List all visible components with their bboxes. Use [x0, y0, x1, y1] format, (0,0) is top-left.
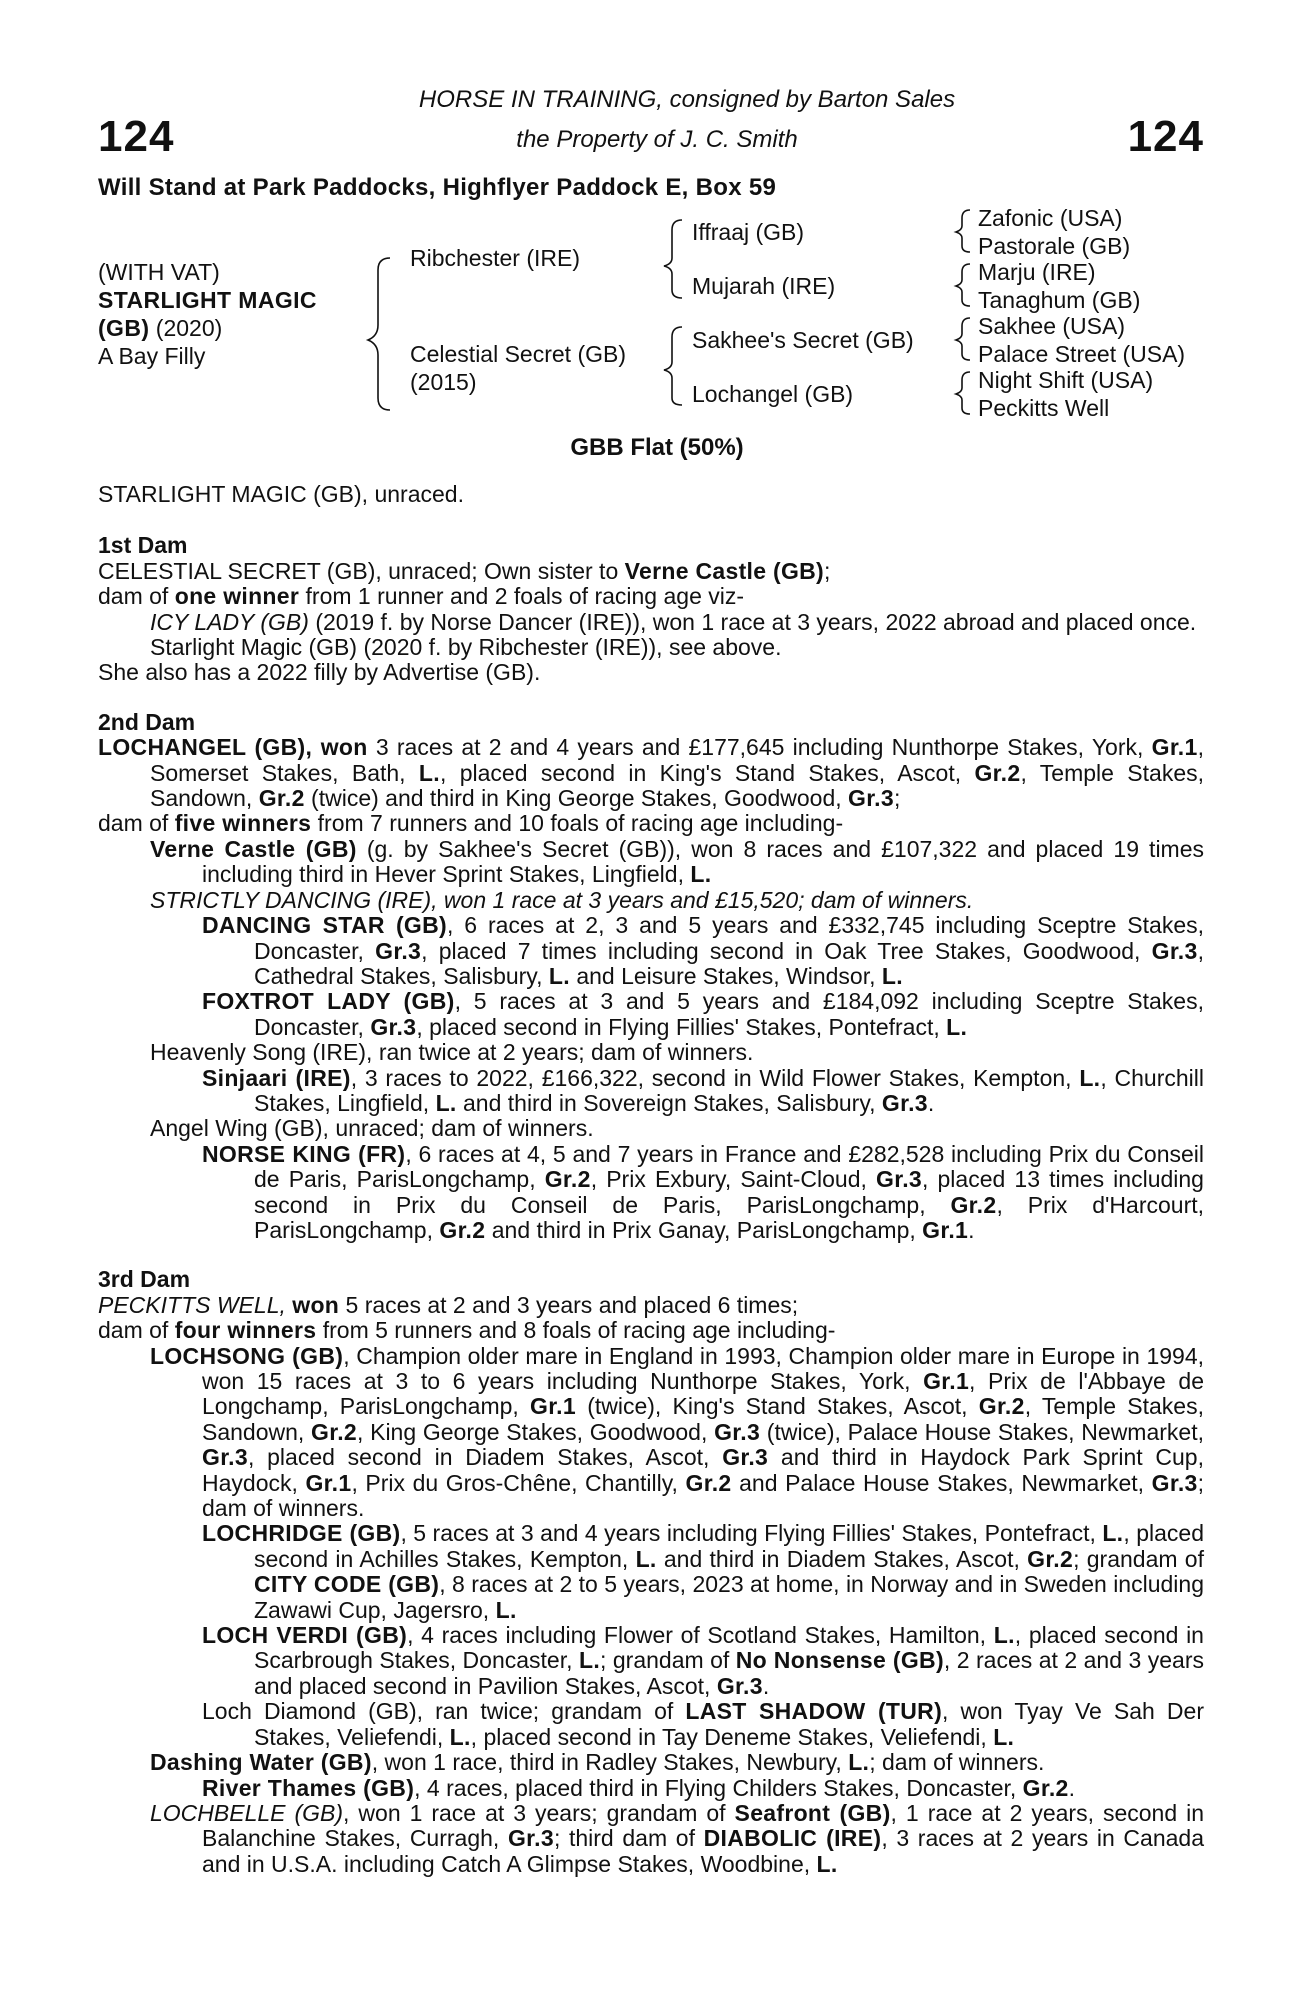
- grandparent-5: Sakhee (USA): [978, 313, 1126, 339]
- flat-rating: GBB Flat (50%): [570, 434, 744, 461]
- also-line: She also has a 2022 filly by Advertise (GB).: [98, 659, 541, 686]
- grandparent-4: Tanaghum (GB): [978, 287, 1141, 313]
- sinjaari-entry: Sinjaari (IRE), 3 races to 2022, £166,322, second in Wild Flower Stakes, Kempton, L., Churchill Stakes, Lingfield, L. and third in Sovereign Stakes, Salisbury, Gr.3.: [202, 1064, 1204, 1116]
- loch-verdi-entry: LOCH VERDI (GB), 4 races including Flower of Scotland Stakes, Hamilton, L., placed second in Scarbrough Stakes, Doncaster, L.; grandam of No Nonsense (GB), 2 races at 2 and 3 years and placed second in Pavilion Stakes, Ascot, Gr.3.: [202, 1622, 1204, 1699]
- stand-location: Will Stand at Park Paddocks, Highflyer Paddock E, Box 59: [98, 174, 777, 201]
- strictly-dancing-entry: STRICTLY DANCING (IRE), won 1 race at 3 years and £15,520; dam of winners.: [150, 886, 974, 913]
- intro-line: STARLIGHT MAGIC (GB), unraced.: [98, 481, 464, 507]
- owner-line: the Property of J. C. Smith: [516, 126, 798, 153]
- verne-castle-entry: Verne Castle (GB) (g. by Sakhee's Secret (GB)), won 8 races and £107,322 and placed 19 times including third in Hever Sprint Stakes, Lingfield, L.: [150, 835, 1205, 888]
- peckitts-well-entry: PECKITTS WELL, won 5 races at 2 and 3 years and placed 6 times;: [98, 1291, 799, 1318]
- sire-sire: Iffraaj (GB): [692, 219, 805, 245]
- horse-info: [98, 258, 317, 370]
- lot-number-right: 124: [1127, 112, 1204, 161]
- catalogue-body: [98, 482, 1204, 1877]
- dam-dam: Lochangel (GB): [692, 381, 854, 407]
- grandparent-1: Zafonic (USA): [978, 205, 1123, 231]
- loch-diamond-entry: Loch Diamond (GB), ran twice; grandam of LAST SHADOW (TUR), won Tyay Ve Sah Der Stakes, Veliefendi, L., placed second in Tay Deneme Stakes, Veliefendi, L.: [202, 1698, 1204, 1750]
- lot-number-left: 124: [98, 112, 175, 161]
- first-dam-line: CELESTIAL SECRET (GB), unraced; Own sister to Verne Castle (GB);: [98, 557, 831, 584]
- starlight-entry: Starlight Magic (GB) (2020 f. by Ribchester (IRE)), see above.: [150, 634, 782, 661]
- sire: Ribchester (IRE): [410, 245, 580, 271]
- first-dam-heading: 1st Dam: [98, 532, 188, 559]
- third-dam-produce: dam of four winners from 5 runners and 8 foals of racing age including-: [98, 1317, 836, 1344]
- third-dam-heading: 3rd Dam: [98, 1266, 191, 1293]
- dam: Celestial Secret (GB) (2015): [410, 341, 627, 395]
- lochangel-entry: LOCHANGEL (GB), won 3 races at 2 and 4 years and £177,645 including Nunthorpe Stakes, York, Gr.1, Somerset Stakes, Bath, L., placed second in King's Stand Stakes, Ascot, Gr.2, Temple Stakes, Sandown, Gr.2 (twice) and third in King George Stakes, Goodwood, Gr.3;: [98, 734, 1204, 812]
- icy-lady-entry: ICY LADY (GB) (2019 f. by Norse Dancer (IRE)), won 1 race at 3 years, 2022 abroad and placed once.: [150, 608, 1197, 635]
- lochridge-entry: LOCHRIDGE (GB), 5 races at 3 and 4 years including Flying Fillies' Stakes, Pontefract, L., placed second in Achilles Stakes, Kempton, L. and third in Diadem Stakes, Ascot, Gr.2; grandam of CITY CODE (GB), 8 races at 2 to 5 years, 2023 at home, in Norway and in Sweden including Zawawi Cup, Jagersro, L.: [202, 1520, 1204, 1623]
- grandparent-6: Palace Street (USA): [978, 341, 1186, 367]
- second-dam-produce: dam of five winners from 7 runners and 10 foals of racing age including-: [98, 810, 844, 837]
- grandparent-3: Marju (IRE): [978, 259, 1096, 285]
- dancing-star-entry: DANCING STAR (GB), 6 races at 2, 3 and 5 years and £332,745 including Sceptre Stakes, Doncaster, Gr.3, placed 7 times including second in Oak Tree Stakes, Goodwood, Gr.3, Cathedral Stakes, Salisbury, L. and Leisure Stakes, Windsor, L.: [202, 912, 1204, 989]
- grandparent-8: Peckitts Well: [978, 395, 1110, 421]
- grandparent-2: Pastorale (GB): [978, 233, 1131, 259]
- heavenly-song-entry: Heavenly Song (IRE), ran twice at 2 years; dam of winners.: [150, 1039, 754, 1066]
- second-dam-heading: 2nd Dam: [98, 708, 196, 735]
- horse-name: STARLIGHT MAGIC: [98, 287, 317, 313]
- river-thames-entry: River Thames (GB), 4 races, placed third in Flying Childers Stakes, Doncaster, Gr.2.: [202, 1774, 1076, 1801]
- first-dam-produce: dam of one winner from 1 runner and 2 foals of racing age viz-: [98, 583, 745, 610]
- horse-origin-year: (GB) (2020): [98, 315, 223, 341]
- dashing-water-entry: Dashing Water (GB), won 1 race, third in Radley Stakes, Newbury, L.; dam of winners.: [150, 1749, 1045, 1776]
- lochsong-entry: LOCHSONG (GB), Champion older mare in England in 1993, Champion older mare in Europe in 1994, won 15 races at 3 to 6 years including Nunthorpe Stakes, York, Gr.1, Prix de l'Abbaye de Longchamp, ParisLongchamp, Gr.1 (twice), King's Stand Stakes, Ascot, Gr.2, Temple Stakes, Sandown, Gr.2, King George Stakes, Goodwood, Gr.3 (twice), Palace House Stakes, Newmarket, Gr.3, placed second in Diadem Stakes, Ascot, Gr.3 and third in Haydock Park Sprint Cup, Haydock, Gr.1, Prix du Gros-Chêne, Chantilly, Gr.2 and Palace House Stakes, Newmarket, Gr.3; dam of winners.: [150, 1342, 1205, 1522]
- horse-sex: A Bay Filly: [98, 343, 206, 369]
- angel-wing-entry: Angel Wing (GB), unraced; dam of winners.: [150, 1115, 594, 1142]
- consignor-line: HORSE IN TRAINING, consigned by Barton Sales: [418, 86, 956, 113]
- foxtrot-lady-entry: FOXTROT LADY (GB), 5 races at 3 and 5 years and £184,092 including Sceptre Stakes, Doncaster, Gr.3, placed second in Flying Fillies' Stakes, Pontefract, L.: [202, 988, 1204, 1040]
- vat-label: (WITH VAT): [98, 259, 220, 285]
- lochbelle-entry: LOCHBELLE (GB), won 1 race at 3 years; grandam of Seafront (GB), 1 race at 2 years, second in Balanchine Stakes, Curragh, Gr.3; third dam of DIABOLIC (IRE), 3 races at 2 years in Canada and in U.S.A. including Catch A Glimpse Stakes, Woodbine, L.: [150, 1799, 1205, 1877]
- sire-dam: Mujarah (IRE): [692, 273, 836, 299]
- norse-king-entry: NORSE KING (FR), 6 races at 4, 5 and 7 years in France and £282,528 including Prix du Conseil de Paris, ParisLongchamp, Gr.2, Prix Exbury, Saint-Cloud, Gr.3, placed 13 times including second in Prix du Conseil de Paris, ParisLongchamp, Gr.2, Prix d'Harcourt, ParisLongchamp, Gr.2 and third in Prix Ganay, ParisLongchamp, Gr.1.: [202, 1140, 1205, 1243]
- dam-sire: Sakhee's Secret (GB): [692, 327, 914, 353]
- grandparent-7: Night Shift (USA): [978, 367, 1154, 393]
